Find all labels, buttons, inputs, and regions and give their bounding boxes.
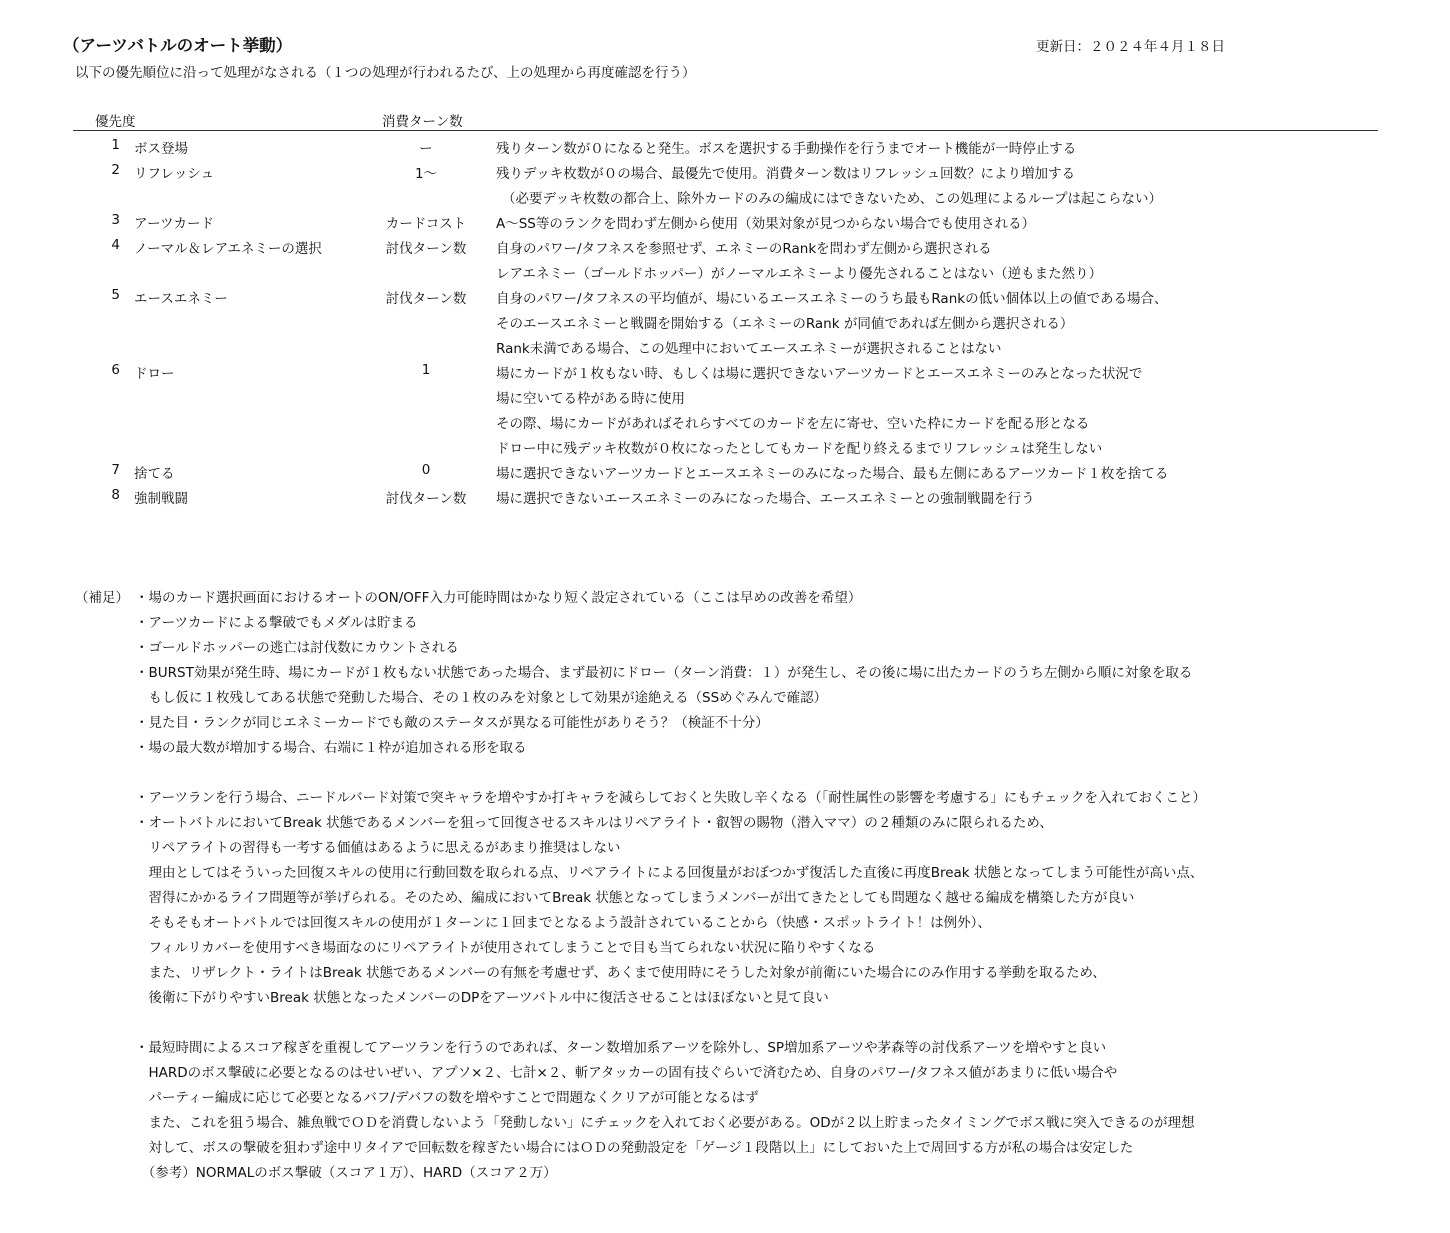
row-number: 1 (111, 137, 120, 153)
row-description-line: ドロー中に残デッキ枚数が０枚になったとしてもカードを配り終えるまでリフレッシュは発生しない (496, 441, 1103, 457)
row-number: 7 (111, 462, 120, 478)
note-line: ・アーツランを行う場合、ニードルバード対策で突キャラを増やすか打キャラを減らしておくと失敗し辛くなる（「耐性属性の影響を考慮する」にもチェックを入れておくこと） (135, 790, 1206, 806)
page-title: （アーツバトルのオート挙動） (63, 36, 293, 55)
row-description-line: 残りターン数が０になると発生。ボスを選択する手動操作を行うまでオート機能が一時停止する (496, 141, 1077, 157)
row-description-line: 場に空いてる枠がある時に使用 (496, 391, 685, 407)
row-description-line: その際、場にカードがあればそれらすべてのカードを左に寄せ、空いた枠にカードを配る形となる (496, 416, 1090, 432)
row-process-name: リフレッシュ (134, 166, 215, 182)
note-line: 後衛に下がりやすいBreak 状態となったメンバーのDPをアーツバトル中に復活させることはほぼないと見て良い (135, 990, 829, 1006)
row-turn-cost: 討伐ターン数 (385, 491, 467, 507)
note-line: ・最短時間によるスコア稼ぎを重視してアーツランを行うのであれば、ターン数増加系アーツを除外し、SP増加系アーツや茅森等の討伐系アーツを増やすと良い (135, 1040, 1107, 1056)
note-line: HARDのボス撃破に必要となるのはせいぜい、アプソ×２、七計×２、斬アタッカーの固有技ぐらいで済むため、自身のパワー/タフネス値があまりに低い場合や (135, 1065, 1118, 1081)
row-turn-cost: 1 (421, 362, 431, 378)
row-description-line: （必要デッキ枚数の都合上、除外カードのみの編成にはできないため、この処理によるループは起こらない） (502, 191, 1163, 207)
row-turn-cost: ー (419, 141, 433, 157)
note-line: ・オートバトルにおいてBreak 状態であるメンバーを狙って回復させるスキルはリペアライト・叡智の賜物（潜入ママ）の２種類のみに限られるため、 (135, 815, 1053, 831)
note-line: （参考）NORMALのボス撃破（スコア１万）、HARD（スコア２万） (135, 1165, 557, 1181)
note-line: ・見た目・ランクが同じエネミーカードでも敵のステータスが異なる可能性がありそう？（検証不十分） (135, 715, 769, 731)
row-number: 6 (111, 362, 120, 378)
row-process-name: 捨てる (134, 466, 175, 482)
note-line: ・アーツカードによる撃破でもメダルは貯まる (135, 615, 418, 631)
row-turn-cost: カードコスト (385, 216, 467, 232)
note-line: そもそもオートバトルでは回復スキルの使用が１ターンに１回までとなるよう設計されていることから（快感・スポットライト！は例外）、 (135, 915, 991, 931)
note-line: 理由としてはそういった回復スキルの使用に行動回数を取られる点、リペアライトによる回復量がおぼつかず復活した直後に再度Break 状態となってしまう可能性が高い点、 (135, 865, 1204, 881)
row-description-line: 場にカードが１枚もない時、もしくは場に選択できないアーツカードとエースエネミーのみとなった状況で (496, 366, 1143, 382)
header-divider (73, 130, 1378, 131)
row-process-name: 強制戦闘 (134, 491, 188, 507)
row-description-line: A～SS等のランクを問わず左側から使用（効果対象が見つからない場合でも使用される） (496, 216, 1036, 232)
row-description-line: 場に選択できないエースエネミーのみになった場合、エースエネミーとの強制戦闘を行う (496, 491, 1035, 507)
row-process-name: アーツカード (134, 216, 215, 232)
note-line: もし仮に１枚残してある状態で発動した場合、その１枚のみを対象として効果が途絶える（SSめぐみんで確認） (135, 690, 828, 706)
row-number: 2 (111, 162, 120, 178)
note-line: リペアライトの習得も一考する価値はあるように思えるがあまり推奨はしない (135, 840, 621, 856)
row-turn-cost: 討伐ターン数 (385, 241, 467, 257)
row-process-name: ドロー (134, 366, 175, 382)
row-number: 3 (111, 212, 120, 228)
row-turn-cost: 1～ (414, 166, 438, 182)
note-line: ・場のカード選択画面におけるオートのON/OFF入力可能時間はかなり短く設定されている（ここは早めの改善を希望） (135, 590, 862, 606)
column-header-priority: 優先度 (95, 114, 136, 130)
note-line: また、これを狙う場合、雑魚戦でＯＤを消費しないよう「発動しない」にチェックを入れておく必要がある。ODが２以上貯まったタイミングでボス戦に突入できるのが理想 (135, 1115, 1195, 1131)
row-description-line: 残りデッキ枚数が０の場合、最優先で使用。消費ターン数はリフレッシュ回数？により増加する (496, 166, 1076, 182)
row-description-line: レアエネミー（ゴールドホッパー）がノーマルエネミーより優先されることはない（逆もまた然り） (496, 266, 1103, 282)
row-description-line: 自身のパワー/タフネスの平均値が、場にいるエースエネミーのうち最もRankの低い個体以上の値である場合、 (496, 291, 1168, 307)
row-description-line: 場に選択できないアーツカードとエースエネミーのみになった場合、最も左側にあるアーツカード１枚を捨てる (496, 466, 1169, 482)
row-process-name: エースエネミー (134, 291, 228, 307)
note-line: フィルリカバーを使用すべき場面なのにリペアライトが使用されてしまうことで目も当てられない状況に陥りやすくなる (135, 940, 876, 956)
column-header-turn-cost: 消費ターン数 (382, 114, 463, 130)
updated-date: 更新日：２０２４年４月１８日 (1036, 39, 1225, 55)
row-number: 4 (111, 237, 120, 253)
note-line: ・BURST効果が発生時、場にカードが１枚もない状態であった場合、まず最初にドロー（ターン消費：１）が発生し、その後に場に出たカードのうち左側から順に対象を取る (135, 665, 1193, 681)
page-subtitle: 以下の優先順位に沿って処理がなされる（１つの処理が行われるたび、上の処理から再度確認を行う） (75, 65, 696, 81)
note-line: また、リザレクト・ライトはBreak 状態であるメンバーの有無を考慮せず、あくまで使用時にそうした対象が前衛にいた場合にのみ作用する挙動を取るため、 (135, 965, 1106, 981)
note-line: 対して、ボスの撃破を狙わず途中リタイアで回転数を稼ぎたい場合にはＯＤの発動設定を「ゲージ１段階以上」にしておいた上で周回する方が私の場合は安定した (135, 1140, 1134, 1156)
row-description-line: 自身のパワー/タフネスを参照せず、エネミーのRankを問わず左側から選択される (496, 241, 992, 257)
row-process-name: ボス登場 (134, 141, 188, 157)
row-turn-cost: 0 (421, 462, 431, 478)
row-number: 8 (111, 487, 120, 503)
row-number: 5 (111, 287, 120, 303)
notes-label: （補足） (75, 590, 129, 606)
note-line: 習得にかかるライフ問題等が挙げられる。そのため、編成においてBreak 状態となってしまうメンバーが出てきたとしても問題なく越せる編成を構築した方が良い (135, 890, 1135, 906)
row-description-line: Rank未満である場合、この処理中においてエースエネミーが選択されることはない (496, 341, 1002, 357)
note-line: ・ゴールドホッパーの逃亡は討伐数にカウントされる (135, 640, 459, 656)
note-line: ・場の最大数が増加する場合、右端に１枠が追加される形を取る (135, 740, 527, 756)
row-process-name: ノーマル＆レアエネミーの選択 (134, 241, 322, 257)
note-line: パーティー編成に応じて必要となるバフ/デバフの数を増やすことで問題なくクリアが可能となるはず (135, 1090, 759, 1106)
row-description-line: そのエースエネミーと戦闘を開始する（エネミーのRank が同値であれば左側から選択される） (496, 316, 1074, 332)
row-turn-cost: 討伐ターン数 (385, 291, 467, 307)
